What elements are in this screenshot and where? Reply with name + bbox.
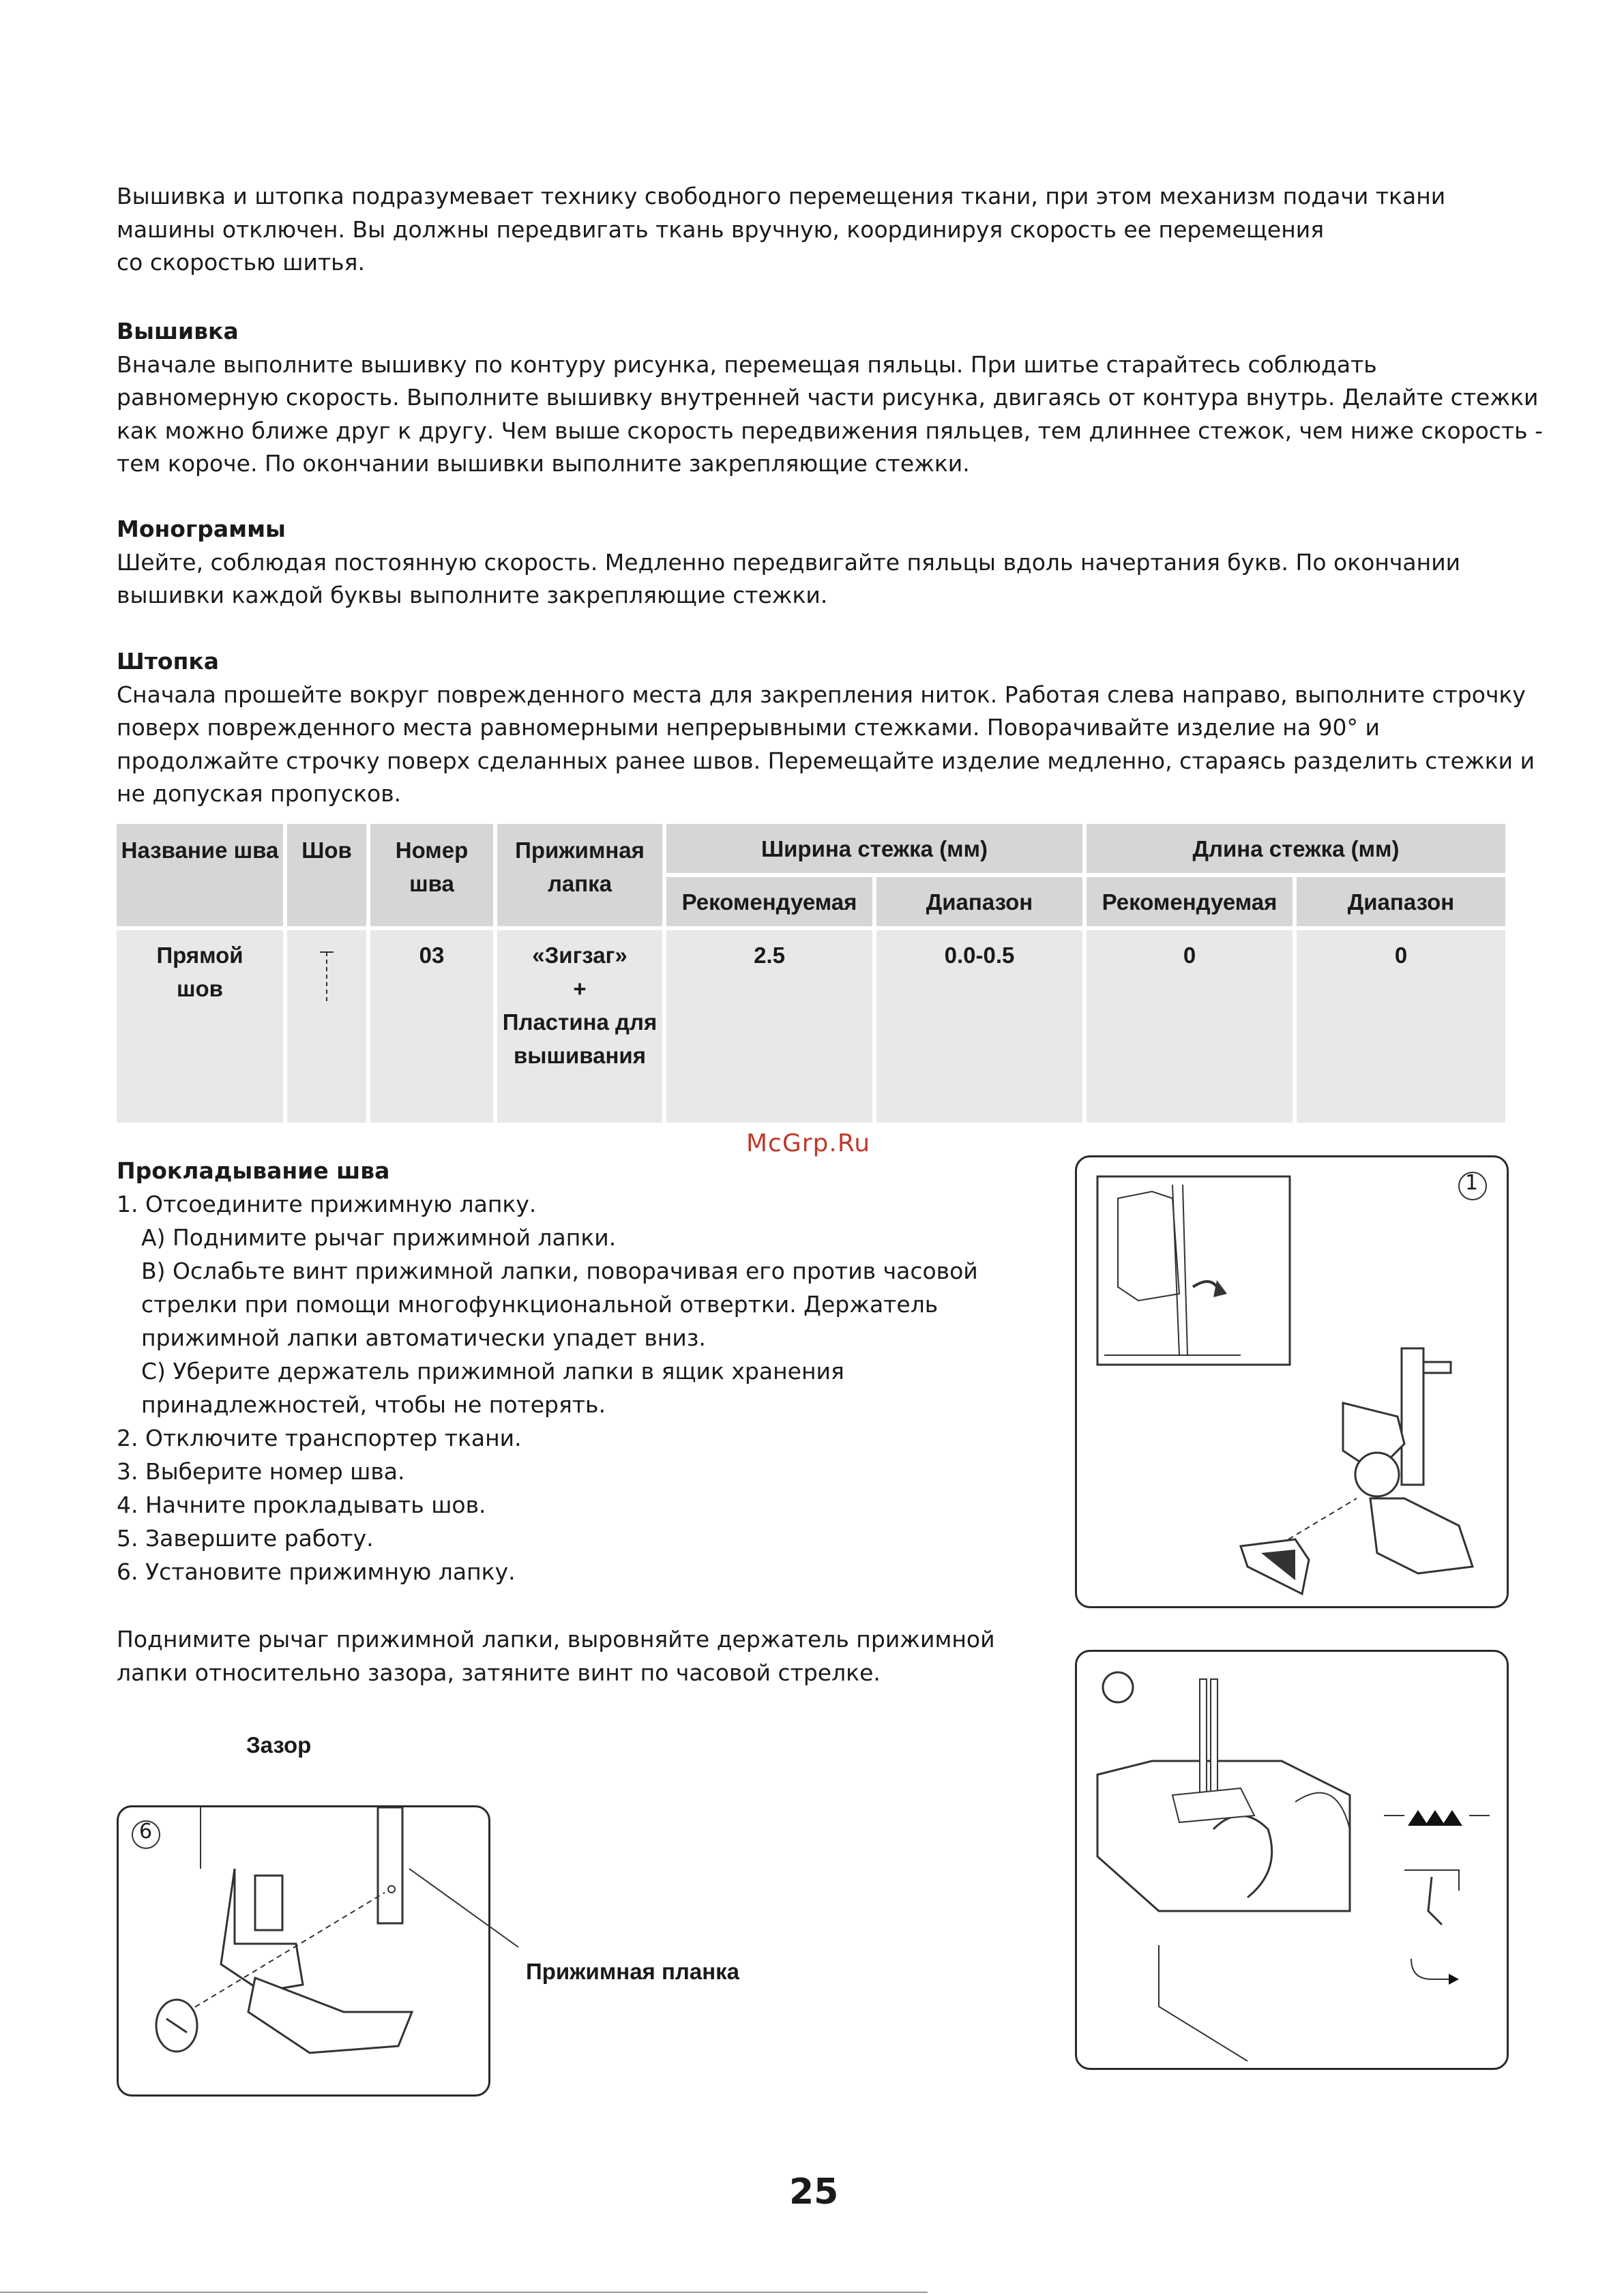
td-width-recommended-text: 2.5 bbox=[754, 943, 785, 968]
th-length-recommended bbox=[1087, 877, 1293, 926]
th-width-range bbox=[876, 877, 1082, 926]
bottom-rule bbox=[0, 2292, 928, 2293]
td-foot-line: + bbox=[573, 976, 587, 1001]
th-foot-line: лапка bbox=[547, 871, 612, 896]
presser-foot-illustration bbox=[1077, 1157, 1507, 1606]
td-number bbox=[370, 930, 493, 1123]
monograms-line: Шейте, соблюдая постоянную скорость. Медленно передвигайте пяльцы вдоль начертания букв. По окончании bbox=[117, 548, 1461, 576]
th-number-line: Номер bbox=[395, 838, 469, 863]
figure-foot-removal bbox=[1075, 1155, 1509, 1608]
th-length bbox=[1087, 824, 1505, 873]
td-length-recommended bbox=[1087, 930, 1293, 1123]
darning-line: продолжайте строчку поверх сделанных ранее швов. Перемещайте изделие медленно, стараясь разделить стежки и bbox=[117, 747, 1535, 774]
procedure-step: А) Поднимите рычаг прижимной лапки. bbox=[141, 1224, 617, 1251]
th-length-range bbox=[1297, 877, 1505, 926]
procedure-heading: Прокладывание шва bbox=[117, 1157, 390, 1184]
td-width-recommended bbox=[666, 930, 872, 1123]
td-length-range bbox=[1297, 930, 1505, 1123]
embroidery-line: равномерную скорость. Выполните вышивку внутренней части рисунка, двигаясь от контура внутрь. Делайте стежки bbox=[117, 384, 1539, 411]
monograms-section bbox=[117, 513, 1460, 612]
procedure-step: 5. Завершите работу. bbox=[117, 1525, 374, 1552]
td-name bbox=[117, 930, 283, 1123]
procedure-step: 6. Установите прижимную лапку. bbox=[117, 1558, 516, 1585]
th-width-range-text: Диапазон bbox=[926, 889, 1033, 915]
figure-feed-dog bbox=[1075, 1650, 1509, 2070]
embroidery-line: тем короче. По окончании вышивки выполните закрепляющие стежки. bbox=[117, 450, 970, 477]
badge-circle bbox=[1103, 1672, 1133, 1702]
gap-label: Зазор bbox=[246, 1732, 312, 1758]
figure-badge-1: 1 bbox=[1465, 1171, 1479, 1195]
th-length-range-text: Диапазон bbox=[1347, 889, 1455, 915]
procedure-step: В) Ослабьте винт прижимной лапки, поворачивая его против часовой bbox=[141, 1258, 978, 1284]
darning-heading: Штопка bbox=[117, 648, 220, 675]
procedure-note bbox=[117, 1623, 995, 1689]
feed-dog-illustration bbox=[1077, 1652, 1507, 2068]
th-width bbox=[666, 824, 1082, 873]
th-foot bbox=[497, 824, 662, 926]
procedure-step: 2. Отключите транспортер ткани. bbox=[117, 1425, 522, 1451]
figure-badge-6: 6 bbox=[139, 1820, 153, 1844]
th-width-recommended-text: Рекомендуемая bbox=[681, 889, 857, 915]
th-name bbox=[117, 824, 283, 926]
td-foot-line: «Зигзаг» bbox=[532, 943, 628, 968]
td-name-line: шов bbox=[177, 976, 223, 1001]
procedure-step: принадлежностей, чтобы не потерять. bbox=[141, 1391, 606, 1418]
watermark: McGrp.Ru bbox=[746, 1129, 871, 1157]
darning-section bbox=[117, 645, 1535, 811]
th-stitch-text: Шов bbox=[301, 838, 352, 863]
embroidery-line: как можно ближе друг к другу. Чем выше скорость передвижения пяльцев, тем длиннее стежок, чем ниже скорость - bbox=[117, 417, 1544, 444]
th-name-text: Название шва bbox=[121, 838, 279, 863]
procedure-step: стрелки при помощи многофункциональной отвертки. Держатель bbox=[141, 1291, 939, 1318]
page-number: 25 bbox=[789, 2172, 839, 2212]
procedure-section bbox=[117, 1154, 1024, 1588]
embroidery-section bbox=[117, 315, 1543, 481]
td-foot bbox=[497, 930, 662, 1123]
intro-paragraph bbox=[117, 180, 1445, 280]
monograms-heading: Монограммы bbox=[117, 516, 286, 542]
bar-leader-line bbox=[382, 1841, 655, 1978]
intro-line: со скоростью шитья. bbox=[117, 249, 365, 276]
darning-line: Сначала прошейте вокруг поврежденного места для закрепления ниток. Работая слева направо, выполните строчку bbox=[117, 681, 1526, 708]
td-width-range-text: 0.0-0.5 bbox=[944, 943, 1015, 968]
td-length-recommended-text: 0 bbox=[1183, 943, 1196, 968]
embroidery-line: Вначале выполните вышивку по контуру рисунка, перемещая пяльцы. При шитье старайтесь соблюдать bbox=[117, 351, 1377, 378]
td-length-range-text: 0 bbox=[1394, 943, 1408, 968]
th-foot-line: Прижимная bbox=[515, 838, 645, 863]
td-stitch bbox=[287, 930, 366, 1123]
stitch-table bbox=[117, 824, 1505, 1123]
td-foot-line: вышивания bbox=[514, 1043, 646, 1068]
intro-line: Вышивка и штопка подразумевает технику свободного перемещения ткани, при этом механизм подачи ткани bbox=[117, 183, 1446, 209]
td-number-text: 03 bbox=[419, 943, 445, 968]
td-name-line: Прямой bbox=[156, 943, 243, 968]
td-width-range bbox=[876, 930, 1082, 1123]
procedure-step: 4. Начните прокладывать шов. bbox=[117, 1492, 486, 1518]
presser-bar-label: Прижимная планка bbox=[526, 1959, 740, 1984]
intro-line: машины отключен. Вы должны передвигать ткань вручную, координируя скорость ее перемещения bbox=[117, 216, 1325, 243]
straight-stitch-icon bbox=[313, 943, 340, 1011]
td-foot-line: Пластина для bbox=[502, 1009, 658, 1035]
embroidery-heading: Вышивка bbox=[117, 318, 239, 344]
th-width-text: Ширина стежка (мм) bbox=[761, 836, 988, 861]
procedure-step: прижимной лапки автоматически упадет вниз. bbox=[141, 1324, 706, 1351]
darning-line: поверх поврежденного места равномерными непрерывными стежками. Поворачивайте изделие на 90° и bbox=[117, 714, 1380, 741]
th-number bbox=[370, 824, 493, 926]
th-length-text: Длина стежка (мм) bbox=[1192, 836, 1400, 861]
darning-line: не допуская пропусков. bbox=[117, 780, 402, 807]
th-width-recommended bbox=[666, 877, 872, 926]
note-line: лапки относительно зазора, затяните винт по часовой стрелке. bbox=[117, 1659, 881, 1686]
procedure-step: 1. Отсоедините прижимную лапку. bbox=[117, 1191, 537, 1217]
monograms-line: вышивки каждой буквы выполните закрепляющие стежки. bbox=[117, 582, 828, 608]
procedure-step: 3. Выберите номер шва. bbox=[117, 1458, 405, 1485]
th-stitch bbox=[287, 824, 366, 926]
procedure-step: С) Уберите держатель прижимной лапки в ящик хранения bbox=[141, 1358, 844, 1385]
note-line: Поднимите рычаг прижимной лапки, выровняйте держатель прижимной bbox=[117, 1626, 995, 1653]
th-number-line: шва bbox=[409, 871, 454, 896]
th-length-recommended-text: Рекомендуемая bbox=[1102, 889, 1278, 915]
